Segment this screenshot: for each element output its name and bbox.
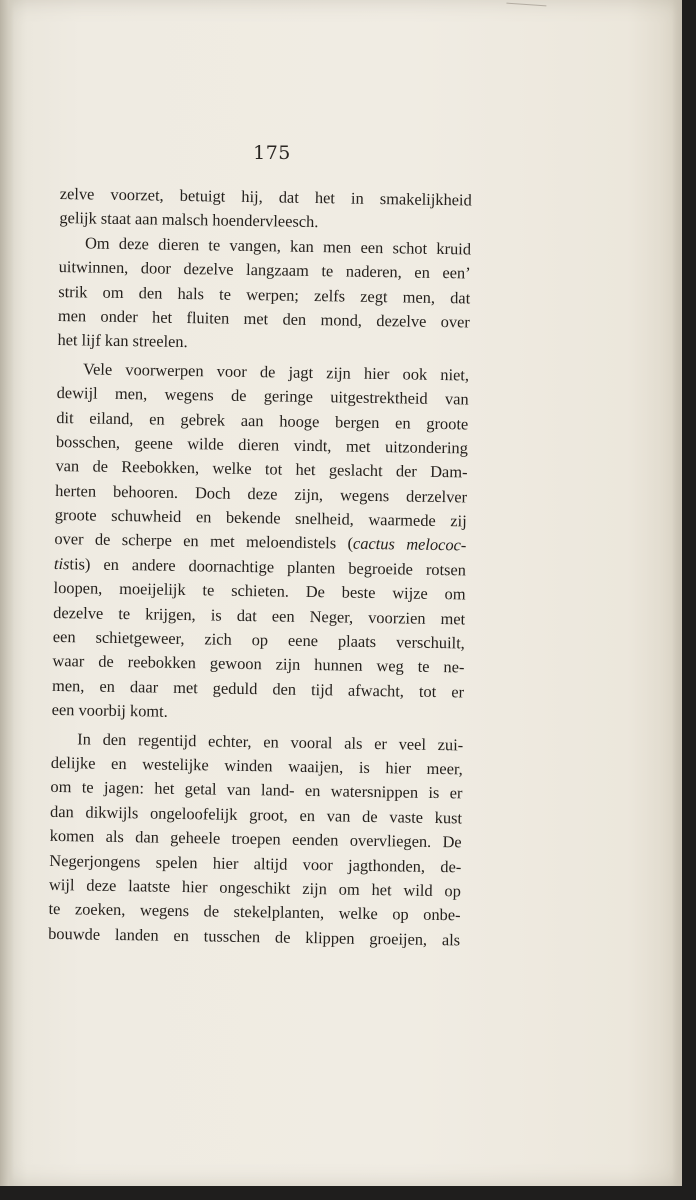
text-line: men, en daar met geduld den tijd afwacht, tot er — [51, 675, 465, 702]
page-edge-shadow — [672, 0, 682, 1186]
text-line: Om deze dieren te vangen, kan men een schot kruid — [84, 233, 472, 259]
page-binding-shadow — [0, 0, 14, 1186]
text-line: een voorbij komt. — [51, 700, 168, 721]
text-line: dan dikwijls ongeloofelijk groot, en van de vaste kust — [49, 801, 463, 828]
text-line: van de Reebokken, welke tot het geslacht der Dam- — [55, 456, 468, 482]
paper-crease — [506, 3, 547, 19]
text-fragment: over de scherpe en met meloendistels ( — [54, 529, 354, 554]
text-line: wijl deze laatste hier ongeschikt zijn om het wild op — [48, 874, 462, 901]
text-line: delijke en westelijke winden waaijen, is hier meer, — [50, 752, 463, 779]
italic-term: tis — [53, 553, 70, 574]
text-line: dewijl men, wegens de geringe uitgestrektheid van — [56, 383, 469, 409]
text-line: een schietgeweer, zich op eene plaats verschuilt, — [52, 626, 465, 653]
text-line: bouwde landen en tusschen de klippen groeijen, als — [48, 923, 461, 950]
text-line: herten behooren. Doch deze zijn, wegens derzelver — [55, 480, 468, 507]
page-number: 175 — [253, 142, 291, 164]
text-line: strik om den hals te werpen; zelfs zegt men, dat — [58, 281, 471, 308]
text-line: waar de reebokken gewoon zijn hunnen weg te ne- — [52, 651, 465, 677]
text-line: groote schuwheid en bekende snelheid, waarmede zij — [54, 505, 467, 531]
text-line: dezelve te krijgen, is dat een Neger, voorzien met — [53, 602, 466, 629]
text-line: uitwinnen, door dezelve langzaam te naderen, en een’ — [58, 257, 471, 283]
text-line: te zoeken, wegens de stekelplanten, welke op onbe- — [48, 899, 461, 925]
text-line: dit eiland, en gebrek aan hooge bergen en groote — [56, 407, 469, 433]
text-line: In den regentijd echter, en vooral als er veel zui- — [77, 728, 464, 754]
text-line: om te jagen: het getal van land- en watersnippen is er — [50, 777, 463, 803]
text-line: bosschen, geene wilde dieren vindt, met uitzondering — [55, 431, 469, 458]
text-line: het lijf kan streelen. — [57, 330, 188, 352]
text-line: Negerjongens spelen hier altijd voor jagthonden, de- — [49, 850, 462, 876]
text-line: men onder het fluiten met den mond, dezelve over — [57, 305, 471, 332]
text-line: komen als dan geheele troepen eenden overvliegen. De — [49, 826, 462, 852]
text-line: loopen, moeijelijk te schieten. De beste wijze om — [53, 578, 466, 604]
text-fragment: tis) en andere doornachtige planten begroeide rotsen — [69, 554, 467, 580]
text-line: zelve voorzet, betuigt hij, dat het in smakelijkheid — [59, 183, 472, 210]
text-line: gelijk staat aan malsch hoendervleesch. — [59, 208, 319, 232]
text-line: Vele voorwerpen voor de jagt zijn hier ook niet, — [82, 359, 470, 385]
italic-term: cactus melococ- — [352, 534, 467, 555]
body-text — [48, 182, 472, 952]
